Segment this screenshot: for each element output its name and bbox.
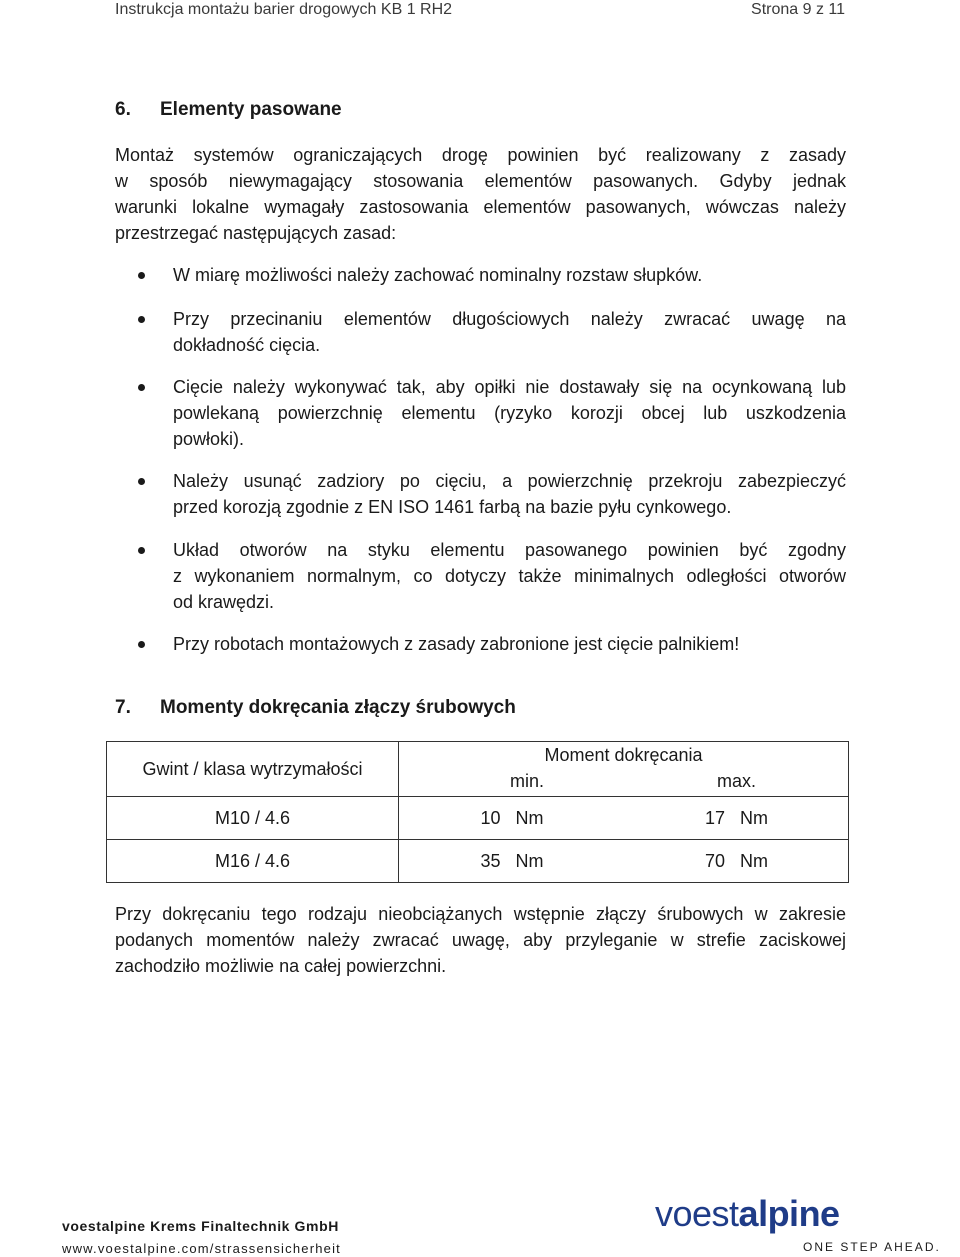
logo-part-alpine: alpine xyxy=(738,1193,840,1234)
section-7-number: 7. xyxy=(115,697,131,718)
bullet-line: W miarę możliwości należy zachować nominalny rozstaw słupków. xyxy=(173,265,703,285)
table-cell-min xyxy=(399,797,626,840)
table-cell-min xyxy=(399,840,626,883)
footer-url[interactable]: www.voestalpine.com/strassensicherheit xyxy=(62,1241,341,1256)
bullet-item xyxy=(173,262,846,288)
bullet-line: powłoki). xyxy=(173,429,245,449)
bullet-line: Układ otworów na styku elementu pasowanego powinien być zgodny xyxy=(173,540,846,560)
table-cell-max-unit: Nm xyxy=(740,807,769,828)
table-cell-max xyxy=(625,797,849,840)
bullet-dot xyxy=(138,384,145,391)
intro-line: warunki lokalne wymagały zastosowania elementów pasowanych, wówczas należy xyxy=(115,197,846,217)
table-header-row xyxy=(107,742,849,797)
bullet-line: Należy usunąć zadziory po cięciu, a powierzchnię przekroju zabezpieczyć xyxy=(173,471,846,491)
section-6-number: 6. xyxy=(115,99,131,120)
voestalpine-logo xyxy=(655,1194,840,1234)
bullet-line: Przy robotach montażowych z zasady zabronione jest cięcie palnikiem! xyxy=(173,634,740,654)
table-cell-max-unit: Nm xyxy=(740,850,769,871)
section-6-heading xyxy=(115,98,515,122)
table-header-min: min. xyxy=(509,771,544,791)
intro-line: w sposób niewymagający stosowania elementów pasowanych. Gdyby jednak xyxy=(115,171,846,191)
closing-line: zachodziło możliwie na całej powierzchni. xyxy=(115,956,447,976)
table-cell-thread: M16 / 4.6 xyxy=(107,840,399,883)
bullet-item xyxy=(173,374,846,452)
torque-table xyxy=(106,741,849,883)
section-7-title: Momenty dokręcania złączy śrubowych xyxy=(160,697,516,718)
bullet-dot xyxy=(138,641,145,648)
table-cell-max xyxy=(625,840,849,883)
header-document-title: Instrukcja montażu barier drogowych KB 1 RH2 xyxy=(115,1,453,18)
bullet-item xyxy=(173,468,846,520)
footer-company: voestalpine Krems Finaltechnik GmbH xyxy=(62,1218,339,1234)
bullet-line: z wykonaniem normalnym, co dotyczy także minimalnych odległości otworów xyxy=(173,566,846,586)
logo-part-voest: voest xyxy=(655,1193,739,1234)
table-header-minmax xyxy=(399,768,848,796)
footer-slogan: ONE STEP AHEAD. xyxy=(803,1240,941,1254)
bullet-item xyxy=(173,537,846,615)
bullet-item xyxy=(173,631,846,657)
intro-line: Montaż systemów ograniczających drogę powinien być realizowany z zasady xyxy=(115,145,846,165)
intro-line: przestrzegać następujących zasad: xyxy=(115,223,397,243)
table-cell-min-unit: Nm xyxy=(515,850,544,871)
bullet-item xyxy=(173,306,846,358)
bullet-line: Przy przecinaniu elementów długościowych należy zwracać uwagę na xyxy=(173,309,846,329)
section-7-closing xyxy=(115,901,846,979)
bullet-line: od krawędzi. xyxy=(173,592,275,612)
table-cell-min-value: 35 xyxy=(480,850,501,871)
closing-line: podanych momentów należy zwracać uwagę, aby przyleganie w strefie zaciskowej xyxy=(115,930,846,950)
section-6-title: Elementy pasowane xyxy=(160,99,342,120)
section-6-intro xyxy=(115,142,846,246)
table-row xyxy=(107,840,849,883)
bullet-dot xyxy=(138,272,145,279)
bullet-dot xyxy=(138,478,145,485)
bullet-line: dokładność cięcia. xyxy=(173,335,321,355)
table-cell-max-value: 17 xyxy=(704,807,725,828)
table-cell-min-value: 10 xyxy=(480,807,501,828)
bullet-line: Cięcie należy wykonywać tak, aby opiłki nie dostawały się na ocynkowaną lub xyxy=(173,377,846,397)
bullet-line: powlekaną powierzchnię elementu (ryzyko korozji obcej lub uszkodzenia xyxy=(173,403,846,423)
table-header-torque xyxy=(399,742,849,797)
table-cell-thread: M10 / 4.6 xyxy=(107,797,399,840)
table-cell-max-value: 70 xyxy=(704,850,725,871)
bullet-dot xyxy=(138,316,145,323)
section-7-heading xyxy=(115,696,615,720)
header-page-number: Strona 9 z 11 xyxy=(751,1,845,18)
closing-line: Przy dokręcaniu tego rodzaju nieobciążanych wstępnie złączy śrubowych w zakresie xyxy=(115,904,846,924)
bullet-dot xyxy=(138,547,145,554)
table-header-max: max. xyxy=(716,771,756,791)
table-header-torque-label: Moment dokręcania xyxy=(544,745,703,765)
table-row xyxy=(107,797,849,840)
table-header-thread-class: Gwint / klasa wytrzymałości xyxy=(107,742,399,797)
table-cell-min-unit: Nm xyxy=(515,807,544,828)
bullet-line: przed korozją zgodnie z EN ISO 1461 farbą na bazie pyłu cynkowego. xyxy=(173,497,732,517)
